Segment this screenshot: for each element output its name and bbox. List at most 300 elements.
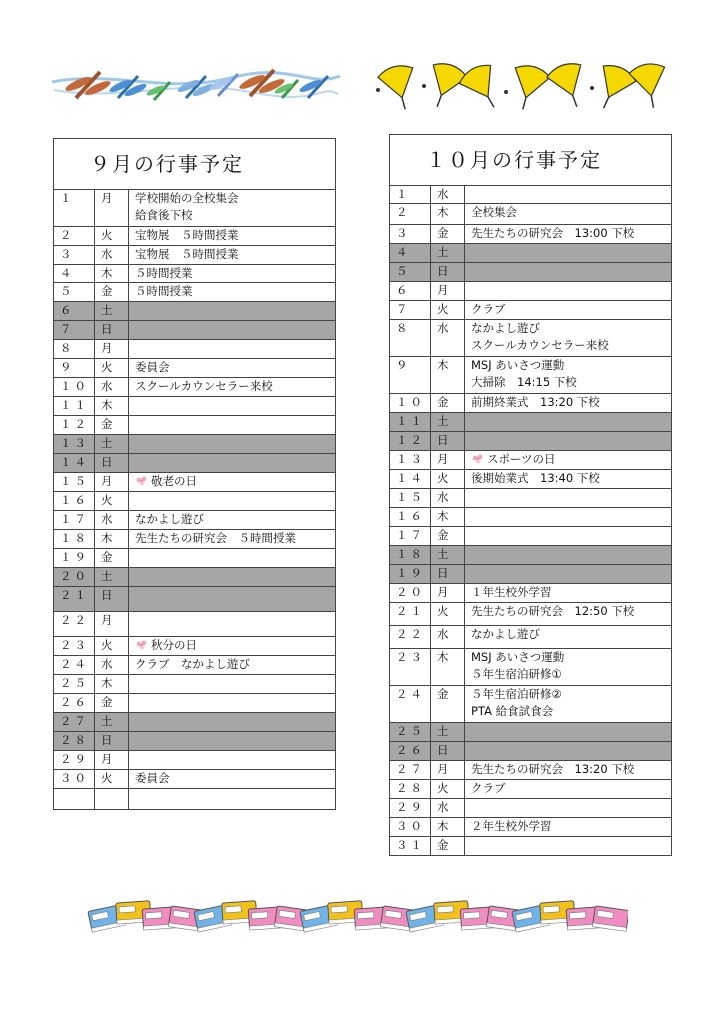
event-cell [129, 283, 336, 302]
schedule-row [54, 656, 336, 675]
weekday-cell: 金 [431, 225, 465, 244]
date-cell: ２８ [390, 780, 431, 799]
event-cell [465, 546, 672, 565]
weekday-cell: 火 [431, 301, 465, 320]
event-text: なかよし遊び [135, 512, 204, 526]
event-cell [465, 527, 672, 546]
event-cell [465, 432, 672, 451]
event-cell [129, 732, 336, 751]
date-cell: １２ [390, 432, 431, 451]
date-cell: ２２ [54, 612, 95, 637]
event-cell [465, 584, 672, 603]
date-cell: ５ [390, 263, 431, 282]
event-text: なかよし遊び [471, 321, 540, 335]
weekday-cell: 日 [431, 742, 465, 761]
date-cell: ２４ [54, 656, 95, 675]
date-cell: ５ [54, 283, 95, 302]
schedule-row [54, 568, 336, 587]
weekday-cell: 月 [431, 451, 465, 470]
schedule-row [54, 492, 336, 511]
book-icon [592, 906, 628, 932]
weekday-cell: 日 [431, 263, 465, 282]
schedule-row [390, 470, 672, 489]
date-cell: ９ [54, 359, 95, 378]
flower-icon [135, 475, 149, 487]
event-text: 先生たちの研究会 12:50 下校 [471, 604, 635, 618]
date-cell: ２９ [390, 799, 431, 818]
event-text: 委員会 [135, 360, 170, 374]
schedule-row [390, 565, 672, 584]
date-cell: １７ [54, 511, 95, 530]
schedule-row [54, 549, 336, 568]
september-schedule-table [53, 138, 336, 810]
event-text: ２年生校外学習 [471, 819, 552, 833]
schedule-row [54, 283, 336, 302]
weekday-cell [95, 789, 129, 810]
event-cell [129, 416, 336, 435]
schedule-row [390, 432, 672, 451]
weekday-cell: 水 [431, 799, 465, 818]
weekday-cell: 火 [95, 227, 129, 246]
event-cell [129, 492, 336, 511]
weekday-cell: 日 [95, 321, 129, 340]
weekday-cell: 月 [95, 751, 129, 770]
schedule-row [390, 584, 672, 603]
event-text: ５年生宿泊研修② [471, 687, 562, 701]
ginkgo-leaf-icon [456, 62, 509, 116]
schedule-row [390, 204, 672, 225]
weekday-cell: 水 [95, 246, 129, 265]
weekday-cell: 金 [95, 549, 129, 568]
weekday-cell: 木 [431, 357, 465, 394]
schedule-row [54, 732, 336, 751]
event-text: ５時間授業 [135, 266, 193, 280]
date-cell: １０ [54, 378, 95, 397]
event-cell [129, 321, 336, 340]
date-cell: １６ [54, 492, 95, 511]
ginkgo-leaf-icon [545, 62, 594, 113]
schedule-row [390, 780, 672, 799]
schedule-row [390, 799, 672, 818]
event-cell [129, 302, 336, 321]
schedule-row [54, 416, 336, 435]
date-cell: ２５ [54, 675, 95, 694]
event-text: 先生たちの研究会 13:00 下校 [471, 226, 635, 240]
event-cell [465, 225, 672, 244]
event-cell [129, 770, 336, 789]
weekday-cell: 金 [95, 694, 129, 713]
date-cell: ２８ [54, 732, 95, 751]
event-text: 宝物展 ５時間授業 [135, 228, 239, 242]
date-cell: ２ [54, 227, 95, 246]
event-text: 大掃除 14:15 下校 [471, 375, 577, 389]
weekday-cell: 水 [431, 489, 465, 508]
weekday-cell: 火 [95, 637, 129, 656]
event-text: 敬老の日 [151, 474, 197, 488]
date-cell: １４ [390, 470, 431, 489]
schedule-row [390, 263, 672, 282]
schedule-row [54, 227, 336, 246]
weekday-cell: 水 [431, 186, 465, 204]
flower-icon [135, 639, 149, 651]
event-text: 先生たちの研究会 13:20 下校 [471, 762, 635, 776]
weekday-cell: 日 [95, 732, 129, 751]
date-cell: ２０ [54, 568, 95, 587]
weekday-cell: 木 [431, 508, 465, 527]
event-text: クラブ [471, 302, 506, 316]
event-cell [129, 675, 336, 694]
weekday-cell: 火 [431, 780, 465, 799]
schedule-row [54, 694, 336, 713]
schedule-row [390, 282, 672, 301]
date-cell: ４ [390, 244, 431, 263]
schedule-row [390, 508, 672, 527]
schedule-row [54, 246, 336, 265]
schedule-row [54, 587, 336, 612]
weekday-cell: 月 [95, 473, 129, 492]
weekday-cell: 水 [95, 378, 129, 397]
event-text: PTA 給食試食会 [471, 704, 554, 718]
schedule-row [390, 626, 672, 649]
event-text: ５年生宿泊研修① [471, 667, 562, 681]
date-cell: １６ [390, 508, 431, 527]
date-cell: ３ [390, 225, 431, 244]
event-cell [465, 282, 672, 301]
event-cell [465, 301, 672, 320]
weekday-cell: 土 [95, 302, 129, 321]
date-cell: ２ [390, 204, 431, 225]
schedule-row [390, 649, 672, 686]
date-cell: ４ [54, 265, 95, 283]
date-cell: １９ [54, 549, 95, 568]
event-cell [465, 394, 672, 413]
schedule-row [390, 451, 672, 470]
event-cell [129, 397, 336, 416]
ginkgo-decoration [372, 62, 672, 118]
schedule-row [54, 359, 336, 378]
date-cell: ２６ [54, 694, 95, 713]
date-cell: １３ [54, 435, 95, 454]
schedule-row [54, 435, 336, 454]
event-text: 給食後下校 [135, 208, 193, 222]
event-cell [465, 626, 672, 649]
schedule-row [54, 302, 336, 321]
event-cell [129, 568, 336, 587]
event-cell [465, 799, 672, 818]
event-cell [465, 244, 672, 263]
schedule-row [54, 321, 336, 340]
event-cell [465, 565, 672, 584]
weekday-cell: 金 [431, 527, 465, 546]
event-cell [129, 530, 336, 549]
date-cell: １８ [390, 546, 431, 565]
schedule-row [54, 713, 336, 732]
event-cell [129, 713, 336, 732]
weekday-cell: 土 [431, 723, 465, 742]
event-cell [129, 694, 336, 713]
weekday-cell: 月 [431, 761, 465, 780]
weekday-cell: 水 [431, 320, 465, 357]
weekday-cell: 日 [95, 587, 129, 612]
event-cell [129, 265, 336, 283]
date-cell: １１ [54, 397, 95, 416]
event-text: 秋分の日 [151, 638, 197, 652]
date-cell: １１ [390, 413, 431, 432]
schedule-row [390, 837, 672, 856]
date-cell: １９ [390, 565, 431, 584]
schedule-row [390, 489, 672, 508]
event-cell [129, 227, 336, 246]
event-cell [129, 473, 336, 492]
event-text: スクールカウンセラー来校 [135, 379, 273, 393]
date-cell: １４ [54, 454, 95, 473]
schedule-row [54, 530, 336, 549]
date-cell: ２４ [390, 686, 431, 723]
weekday-cell: 火 [431, 470, 465, 489]
schedule-row [390, 761, 672, 780]
schedule-row [390, 394, 672, 413]
date-cell: ２３ [390, 649, 431, 686]
weekday-cell: 土 [431, 413, 465, 432]
date-cell: ６ [54, 302, 95, 321]
event-text: MSJ あいさつ運動 [471, 358, 565, 372]
schedule-row [390, 546, 672, 565]
schedule-row [54, 473, 336, 492]
event-cell [465, 357, 672, 394]
date-cell: ２６ [390, 742, 431, 761]
schedule-row [54, 340, 336, 359]
date-cell: ２０ [390, 584, 431, 603]
weekday-cell: 金 [95, 416, 129, 435]
weekday-cell: 月 [431, 282, 465, 301]
date-cell: ７ [390, 301, 431, 320]
weekday-cell: 日 [95, 454, 129, 473]
weekday-cell: 日 [431, 565, 465, 584]
event-cell [129, 435, 336, 454]
event-cell [465, 413, 672, 432]
flower-icon [471, 453, 485, 465]
event-cell [465, 451, 672, 470]
schedule-row [54, 789, 336, 810]
schedule-row [390, 742, 672, 761]
weekday-cell: 火 [95, 492, 129, 511]
event-text: 宝物展 ５時間授業 [135, 247, 239, 261]
weekday-cell: 月 [95, 612, 129, 637]
schedule-row [390, 186, 672, 204]
weekday-cell: 土 [95, 568, 129, 587]
event-cell [465, 603, 672, 626]
event-cell [129, 751, 336, 770]
event-text: 後期始業式 13:40 下校 [471, 471, 600, 485]
weekday-cell: 木 [431, 649, 465, 686]
event-cell [129, 637, 336, 656]
ginkgo-leaf-icon [376, 62, 422, 114]
date-cell: ２２ [390, 626, 431, 649]
schedule-row [54, 397, 336, 416]
weekday-cell: 木 [95, 675, 129, 694]
date-cell: ３ [54, 246, 95, 265]
date-cell: ２７ [390, 761, 431, 780]
date-cell: ９ [390, 357, 431, 394]
event-text: ５時間授業 [135, 284, 193, 298]
dragonfly-icon [208, 74, 238, 96]
schedule-row [54, 751, 336, 770]
date-cell: ８ [54, 340, 95, 359]
event-cell [465, 263, 672, 282]
date-cell: ８ [390, 320, 431, 357]
date-cell: ３０ [390, 818, 431, 837]
date-cell: ２９ [54, 751, 95, 770]
weekday-cell: 土 [95, 435, 129, 454]
weekday-cell: 火 [95, 359, 129, 378]
event-cell [129, 656, 336, 675]
event-text: 全校集会 [471, 205, 517, 219]
event-text: スクールカウンセラー来校 [471, 338, 609, 352]
ginkgo-leaf-icon [505, 62, 551, 114]
event-cell [465, 470, 672, 489]
date-cell: ７ [54, 321, 95, 340]
weekday-cell: 火 [95, 770, 129, 789]
date-cell: ３０ [54, 770, 95, 789]
october-title: １０月の行事予定 [390, 135, 672, 186]
weekday-cell: 金 [431, 837, 465, 856]
event-cell [465, 686, 672, 723]
event-text: なかよし遊び [471, 627, 540, 641]
weekday-cell: 土 [431, 244, 465, 263]
weekday-cell: 木 [431, 204, 465, 225]
event-text: 先生たちの研究会 ５時間授業 [135, 531, 296, 545]
weekday-cell: 水 [95, 656, 129, 675]
event-cell [465, 186, 672, 204]
schedule-row [390, 723, 672, 742]
schedule-row [390, 301, 672, 320]
event-cell [465, 761, 672, 780]
schedule-row [54, 378, 336, 397]
weekday-cell: 木 [95, 265, 129, 283]
date-cell: １ [54, 190, 95, 227]
weekday-cell: 金 [95, 283, 129, 302]
weekday-cell: 火 [431, 603, 465, 626]
dragonfly-decoration [50, 58, 342, 112]
date-cell: １８ [54, 530, 95, 549]
schedule-row [390, 603, 672, 626]
schedule-row [54, 675, 336, 694]
september-title: ９月の行事予定 [54, 139, 336, 190]
schedule-row [54, 454, 336, 473]
weekday-cell: 日 [431, 432, 465, 451]
weekday-cell: 土 [431, 546, 465, 565]
event-text: １年生校外学習 [471, 585, 552, 599]
weekday-cell: 月 [431, 584, 465, 603]
schedule-row [390, 686, 672, 723]
date-cell: １５ [54, 473, 95, 492]
dragonfly-icon [176, 76, 216, 98]
schedule-row [54, 770, 336, 789]
schedule-row [390, 225, 672, 244]
weekday-cell: 木 [95, 530, 129, 549]
date-cell: １３ [390, 451, 431, 470]
date-cell: ２７ [54, 713, 95, 732]
event-cell [129, 190, 336, 227]
event-text: クラブ [471, 781, 506, 795]
event-text: クラブ なかよし遊び [135, 657, 250, 671]
weekday-cell: 金 [431, 394, 465, 413]
schedule-row [390, 357, 672, 394]
date-cell: １０ [390, 394, 431, 413]
weekday-cell: 木 [95, 397, 129, 416]
weekday-cell: 木 [431, 818, 465, 837]
weekday-cell: 月 [95, 190, 129, 227]
weekday-cell: 土 [95, 713, 129, 732]
event-cell [465, 742, 672, 761]
event-cell [129, 612, 336, 637]
event-cell [129, 359, 336, 378]
schedule-row [390, 320, 672, 357]
event-text: 学校開始の全校集会 [135, 191, 239, 205]
weekday-cell: 水 [431, 626, 465, 649]
schedule-row [390, 527, 672, 546]
event-text: MSJ あいさつ運動 [471, 650, 565, 664]
date-cell: １５ [390, 489, 431, 508]
event-text: 委員会 [135, 771, 170, 785]
date-cell: ２３ [54, 637, 95, 656]
schedule-row [54, 612, 336, 637]
schedule-row [390, 818, 672, 837]
event-cell [129, 378, 336, 397]
weekday-cell: 水 [95, 511, 129, 530]
october-schedule-table [389, 134, 672, 856]
schedule-row [54, 511, 336, 530]
event-cell [465, 489, 672, 508]
schedule-row [390, 244, 672, 263]
event-cell [129, 789, 336, 810]
event-cell [465, 204, 672, 225]
ginkgo-leaf-icon [628, 62, 671, 111]
event-cell [129, 454, 336, 473]
date-cell: ２１ [54, 587, 95, 612]
schedule-row [54, 265, 336, 283]
event-cell [129, 587, 336, 612]
event-cell [465, 818, 672, 837]
event-cell [129, 511, 336, 530]
schedule-row [390, 413, 672, 432]
schedule-row [54, 190, 336, 227]
date-cell: １２ [54, 416, 95, 435]
date-cell: ２５ [390, 723, 431, 742]
event-text: スポーツの日 [487, 452, 556, 466]
event-cell [129, 246, 336, 265]
event-cell [465, 508, 672, 527]
schedule-row [54, 637, 336, 656]
books-decoration [84, 894, 628, 938]
date-cell: １ [390, 186, 431, 204]
event-cell [129, 549, 336, 568]
date-cell: ２１ [390, 603, 431, 626]
event-cell [465, 723, 672, 742]
event-cell [465, 837, 672, 856]
event-cell [465, 320, 672, 357]
date-cell: ６ [390, 282, 431, 301]
date-cell: ３１ [390, 837, 431, 856]
event-cell [465, 780, 672, 799]
ginkgo-leaf-icon [420, 62, 469, 113]
ginkgo-leaf-icon [587, 62, 638, 116]
event-cell [129, 340, 336, 359]
date-cell [54, 789, 95, 810]
event-text: 前期終業式 13:20 下校 [471, 395, 600, 409]
weekday-cell: 月 [95, 340, 129, 359]
date-cell: １７ [390, 527, 431, 546]
